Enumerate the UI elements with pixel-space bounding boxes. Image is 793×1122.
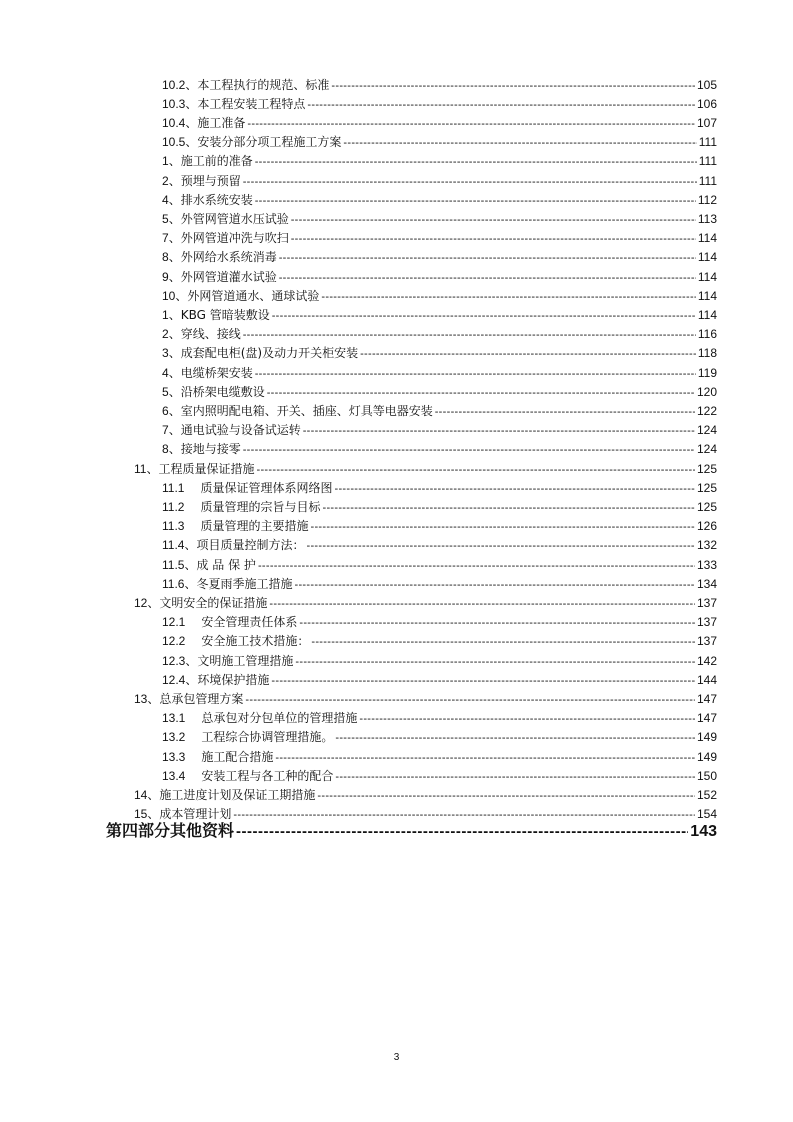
toc-entry-title (162, 517, 308, 536)
dot-leader (359, 710, 695, 729)
dot-leader (267, 384, 695, 403)
toc-entry[interactable] (162, 133, 717, 152)
toc-entry-title (162, 575, 293, 594)
dot-leader (335, 768, 695, 787)
toc-entry-title (134, 460, 255, 479)
toc-entry-text: 文明施工管理措施 (197, 653, 294, 668)
dot-leader (236, 818, 688, 846)
toc-entry-page: 105 (696, 77, 717, 92)
toc-entry-title (134, 690, 243, 709)
toc-entry-text: 穿线、接线 (180, 327, 241, 342)
toc-entry-page: 125 (696, 480, 717, 495)
toc-entry-page: 114 (697, 288, 717, 303)
toc-entry-title (162, 536, 305, 555)
toc-entry-separator: 、 (168, 365, 181, 380)
dot-leader (291, 230, 696, 249)
toc-entry-page: 111 (698, 173, 717, 188)
toc-entry-title (162, 440, 241, 459)
toc-entry-number: 10 (162, 288, 176, 303)
toc-entry-separator: 、 (168, 211, 181, 226)
toc-entry-title (162, 95, 305, 114)
toc-entry-title (162, 172, 241, 191)
toc-entry-number: 10.5 (162, 135, 186, 150)
dot-leader (279, 269, 696, 288)
toc-entry-text: 成套配电柜(盘)及动力开关柜安装 (180, 346, 359, 361)
toc-entry[interactable] (162, 421, 717, 440)
toc-entry-number: 10.2 (162, 77, 186, 92)
toc-entry-separator: 、 (175, 288, 188, 303)
part-title: 第四部分其他资料 (106, 821, 235, 840)
dot-leader (243, 441, 695, 460)
dot-leader (269, 595, 695, 614)
toc-entry-text: 质量保证管理体系网络图 (200, 480, 333, 495)
dot-leader (303, 422, 695, 441)
toc-entry-number: 11 (134, 461, 147, 476)
toc-entry-text: 安全施工技术措施： (201, 634, 310, 649)
toc-entry-number: 13.4 (162, 768, 186, 783)
toc-entry-page: 119 (697, 365, 717, 380)
toc-entry-page: 125 (696, 461, 717, 476)
toc-entry-title (162, 114, 245, 133)
toc-entry-title (162, 76, 329, 95)
toc-entry-text: 质量管理的主要措施 (200, 519, 309, 534)
toc-entry-page: 150 (696, 768, 717, 783)
toc-entry-page: 113 (697, 211, 717, 226)
toc-entry-number: 15 (134, 807, 148, 822)
toc-entry-number: 11.3 (162, 519, 185, 534)
toc-entry-text: 通电试验与设备试运转 (180, 423, 301, 438)
toc-entry-page: 137 (696, 634, 717, 649)
dot-leader (307, 96, 695, 115)
toc-entry-page: 111 (698, 154, 717, 169)
toc-entry-page: 122 (696, 403, 717, 418)
toc-entry-number: 7 (162, 231, 169, 246)
toc-entry-separator: 、 (168, 269, 181, 284)
toc-entry-text: 外网给水系统消毒 (180, 250, 277, 265)
toc-entry-page: 133 (696, 557, 717, 572)
toc-entry-number: 11.1 (162, 480, 185, 495)
toc-entry[interactable] (134, 594, 717, 613)
toc-entry[interactable] (162, 575, 717, 594)
toc-entry-title (162, 306, 270, 325)
toc-entry-separator: 、 (168, 231, 181, 246)
toc-entry-page: 126 (696, 519, 717, 534)
toc-entry-text: 工程质量保证措施 (158, 461, 255, 476)
toc-entry-number: 14 (134, 787, 148, 802)
toc-entry-number: 12.2 (162, 634, 186, 649)
toc-entry-number: 12.4 (162, 672, 186, 687)
dot-leader (255, 365, 696, 384)
dot-leader (335, 729, 695, 748)
toc-entry-number: 11.2 (162, 499, 185, 514)
toc-entry-title (162, 652, 293, 671)
toc-entry-text: 外网管道冲洗与吹扫 (180, 231, 289, 246)
toc-entry-separator: 、 (168, 307, 181, 322)
toc-entry[interactable] (162, 364, 717, 383)
toc-entry-separator: 、 (185, 115, 198, 130)
dot-leader (360, 345, 696, 364)
toc-entry-number: 5 (162, 211, 169, 226)
toc-entry-text: 文明安全的保证措施 (159, 595, 268, 610)
toc-entry-title (134, 594, 267, 613)
dot-leader (321, 288, 695, 307)
dot-leader (279, 249, 696, 268)
toc-entry-text: 冬夏雨季施工措施 (196, 576, 293, 591)
toc-entry-page: 154 (696, 807, 717, 822)
toc-entry-title (134, 786, 315, 805)
toc-entry[interactable] (162, 556, 717, 575)
toc-entry[interactable] (162, 152, 717, 171)
toc-entry-title (162, 613, 297, 632)
toc-entry-page: 134 (696, 576, 717, 591)
dot-leader (257, 461, 695, 480)
toc-entry-page: 149 (696, 749, 717, 764)
toc-entry-page: 107 (696, 115, 717, 130)
toc-entry-text: 接地与接零 (180, 442, 241, 457)
toc-entry[interactable] (134, 460, 717, 479)
toc-entry[interactable] (162, 172, 717, 191)
toc-entry-text: 安全管理责任体系 (201, 615, 298, 630)
dot-leader (272, 307, 696, 326)
toc-entry-separator: 、 (168, 250, 181, 265)
toc-entry-number: 7 (162, 423, 169, 438)
toc-entry[interactable] (162, 210, 717, 229)
toc-entry-separator: 、 (185, 96, 198, 111)
toc-entry-text: 工程综合协调管理措施。 (201, 730, 334, 745)
toc-entry[interactable] (162, 306, 717, 325)
toc-entry-text: 电缆桥架安装 (180, 365, 253, 380)
toc-entry-page: 147 (696, 691, 717, 706)
dot-leader (243, 326, 696, 345)
toc-entry-text: 施工配合措施 (201, 749, 274, 764)
toc-entry-page: 149 (696, 730, 717, 745)
toc-entry-separator: 、 (146, 461, 159, 476)
toc-entry-separator: 、 (185, 77, 198, 92)
toc-entry-number: 4 (162, 192, 169, 207)
toc-entry-title (162, 709, 357, 728)
toc-entry-page: 124 (696, 442, 717, 457)
toc-entry-number: 8 (162, 442, 169, 457)
toc-entry[interactable] (162, 632, 717, 651)
toc-entry-text: KBG 管暗装敷设 (180, 307, 270, 322)
toc-entry-separator: 、 (168, 384, 181, 399)
toc-entry-number: 13.1 (162, 711, 186, 726)
toc-entry-number: 13.3 (162, 749, 186, 764)
dot-leader (334, 480, 694, 499)
toc-entry-text: 预埋与预留 (180, 173, 241, 188)
toc-entry[interactable] (162, 536, 717, 555)
toc-entry-text: 沿桥架电缆敷设 (180, 384, 265, 399)
toc-entry-separator: 、 (185, 653, 198, 668)
toc-entry-text: 施工准备 (197, 115, 246, 130)
toc-entry-number: 6 (162, 403, 169, 418)
toc-entry[interactable] (162, 652, 717, 671)
toc-entry-page: 114 (697, 231, 717, 246)
toc-entry-page: 147 (696, 711, 717, 726)
toc-entry-title (162, 287, 319, 306)
dot-leader (311, 633, 695, 652)
toc-entry-separator: 、 (185, 135, 198, 150)
toc-entry-text: 质量管理的宗旨与目标 (200, 499, 321, 514)
dot-leader (343, 134, 696, 153)
toc-entry-title (162, 268, 277, 287)
toc-entry[interactable] (162, 517, 717, 536)
toc-entry-text: 总承包对分包单位的管理措施 (201, 711, 358, 726)
toc-entry-number: 13 (134, 691, 148, 706)
toc-entry-number: 4 (162, 365, 169, 380)
dot-leader (317, 787, 695, 806)
toc-entry-text: 外网管道通水、通球试验 (187, 288, 320, 303)
toc-entry-title (162, 479, 332, 498)
toc-entry-text: 本工程安装工程特点 (197, 96, 306, 111)
toc-entry-number: 11.4 (162, 538, 185, 553)
toc-entry-title (162, 229, 289, 248)
toc-entry-title (162, 402, 433, 421)
toc-entry-title (162, 133, 341, 152)
toc-entry[interactable] (162, 95, 717, 114)
toc-entry-title (162, 632, 309, 651)
toc-entry-separator: 、 (168, 154, 181, 169)
toc-entry[interactable] (162, 498, 717, 517)
toc-entry[interactable] (162, 248, 717, 267)
dot-leader (245, 691, 695, 710)
dot-leader (275, 749, 695, 768)
toc-entry-page: 124 (696, 423, 717, 438)
toc-entry-number: 1 (162, 154, 169, 169)
dot-leader (435, 403, 695, 422)
toc-entry-separator: 、 (184, 538, 197, 553)
dot-leader (255, 153, 697, 172)
toc-entry-title (162, 383, 265, 402)
toc-entry-title (162, 364, 253, 383)
toc-entry[interactable] (162, 671, 717, 690)
toc-entry-separator: 、 (147, 787, 160, 802)
toc-entry-separator: 、 (168, 442, 181, 457)
toc-entry[interactable] (162, 402, 717, 421)
toc-entry-number: 12 (134, 595, 148, 610)
toc-entry-number: 13.2 (162, 730, 186, 745)
dot-leader (331, 77, 695, 96)
toc-entry-separator: 、 (168, 346, 181, 361)
toc-entry-text: 本工程执行的规范、标准 (197, 77, 330, 92)
toc-entry-text: 成 品 保 护 (196, 557, 256, 572)
toc-entry-text: 项目质量控制方法： (196, 538, 305, 553)
toc-entry-text: 安装工程与各工种的配合 (201, 768, 334, 783)
toc-entry-text: 外网管道灌水试验 (180, 269, 277, 284)
toc-entry-number: 12.3 (162, 653, 186, 668)
toc-entry[interactable] (134, 786, 717, 805)
toc-entry-number: 11.6 (162, 576, 185, 591)
toc-entry-number: 10.3 (162, 96, 186, 111)
toc-entry-title (162, 191, 253, 210)
toc-entry-number: 5 (162, 384, 169, 399)
toc-entry-title (162, 728, 333, 747)
toc-entry[interactable] (162, 114, 717, 133)
toc-entry-text: 室内照明配电箱、开关、插座、灯具等电器安装 (180, 403, 433, 418)
dot-leader (255, 192, 696, 211)
toc-entry-title (162, 344, 358, 363)
toc-entry[interactable] (162, 229, 717, 248)
toc-entry-number: 2 (162, 173, 169, 188)
toc-entry-page: 152 (696, 787, 717, 802)
dot-leader (295, 653, 695, 672)
toc-entry-separator: 、 (168, 403, 181, 418)
toc-entry-number: 2 (162, 327, 169, 342)
toc-entry-title (162, 325, 241, 344)
toc-entry-page: 114 (697, 269, 717, 284)
toc-entry-page: 114 (697, 307, 717, 322)
toc-entry-separator: 、 (185, 672, 198, 687)
dot-leader (299, 614, 695, 633)
toc-entry[interactable] (134, 690, 717, 709)
toc-entry-page: 112 (697, 192, 717, 207)
toc-entry-separator: 、 (147, 595, 160, 610)
dot-leader (310, 518, 694, 537)
toc-entry[interactable] (162, 287, 717, 306)
toc-entry-title (162, 498, 320, 517)
toc-entry-page: 116 (697, 327, 717, 342)
toc-entry-title (162, 748, 273, 767)
toc-entry-title (162, 210, 289, 229)
toc-entry-title (162, 556, 256, 575)
toc-entry-number: 12.1 (162, 615, 186, 630)
toc-entry-page: 111 (698, 135, 717, 150)
toc-part-heading[interactable] (106, 817, 717, 845)
dot-leader (322, 499, 694, 518)
toc-entry-separator: 、 (168, 423, 181, 438)
toc-entry[interactable] (162, 479, 717, 498)
toc-entry-page: 118 (697, 346, 717, 361)
toc-entry-separator: 、 (147, 691, 160, 706)
toc-entry[interactable] (162, 767, 717, 786)
toc-entry-separator: 、 (168, 327, 181, 342)
toc-entry-separator: 、 (184, 576, 197, 591)
dot-leader (247, 115, 695, 134)
toc-entry[interactable] (162, 344, 717, 363)
toc-entry-separator: 、 (184, 557, 197, 572)
page-number: 3 (393, 1052, 400, 1063)
toc-entry-page: 142 (696, 653, 717, 668)
toc-entry-text: 外管网管道水压试验 (180, 211, 289, 226)
toc-entry-page: 132 (696, 538, 717, 553)
dot-leader (295, 576, 695, 595)
toc-entry-page: 137 (696, 615, 717, 630)
toc-entry-title (162, 152, 253, 171)
toc-entry-text: 施工进度计划及保证工期措施 (159, 787, 316, 802)
toc-entry-page: 106 (696, 96, 717, 111)
toc-entry-text: 安装分部分项工程施工方案 (197, 135, 342, 150)
toc-entry[interactable] (162, 383, 717, 402)
toc-entry-text: 总承包管理方案 (159, 691, 244, 706)
toc-entry-text: 施工前的准备 (180, 154, 253, 169)
dot-leader (307, 537, 695, 556)
toc-entry[interactable] (162, 268, 717, 287)
toc-entry-page: 120 (696, 384, 717, 399)
toc-entry-title (162, 671, 269, 690)
toc-entry[interactable] (162, 613, 717, 632)
toc-entry-number: 8 (162, 250, 169, 265)
toc-entry[interactable] (162, 709, 717, 728)
toc-entry-text: 排水系统安装 (180, 192, 253, 207)
part-page: 143 (690, 823, 717, 840)
toc-entry-title (162, 767, 333, 786)
toc-entry-page: 114 (697, 250, 717, 265)
toc-entry[interactable] (162, 728, 717, 747)
toc-entry[interactable] (162, 325, 717, 344)
dot-leader (243, 173, 697, 192)
toc-entry-title (162, 421, 301, 440)
toc-entry[interactable] (162, 76, 717, 95)
toc-entry[interactable] (162, 440, 717, 459)
toc-entry-text: 成本管理计划 (159, 807, 232, 822)
dot-leader (271, 672, 695, 691)
toc-entry[interactable] (162, 191, 717, 210)
toc-entry-number: 9 (162, 269, 169, 284)
toc-entry-number: 10.4 (162, 115, 186, 130)
toc-entry-separator: 、 (168, 192, 181, 207)
toc-entry-page: 137 (696, 595, 717, 610)
toc-entry-number: 11.5 (162, 557, 185, 572)
dot-leader (291, 211, 696, 230)
toc-entry-separator: 、 (168, 173, 181, 188)
toc-entry-separator: 、 (147, 807, 160, 822)
toc-entry-page: 125 (696, 499, 717, 514)
toc-entry-number: 3 (162, 346, 169, 361)
toc-entry-text: 环境保护措施 (197, 672, 270, 687)
toc-entry-page: 144 (696, 672, 717, 687)
toc-entry-title (162, 248, 277, 267)
dot-leader (258, 557, 695, 576)
toc-entry[interactable] (162, 748, 717, 767)
toc-entry-number: 1 (162, 307, 169, 322)
